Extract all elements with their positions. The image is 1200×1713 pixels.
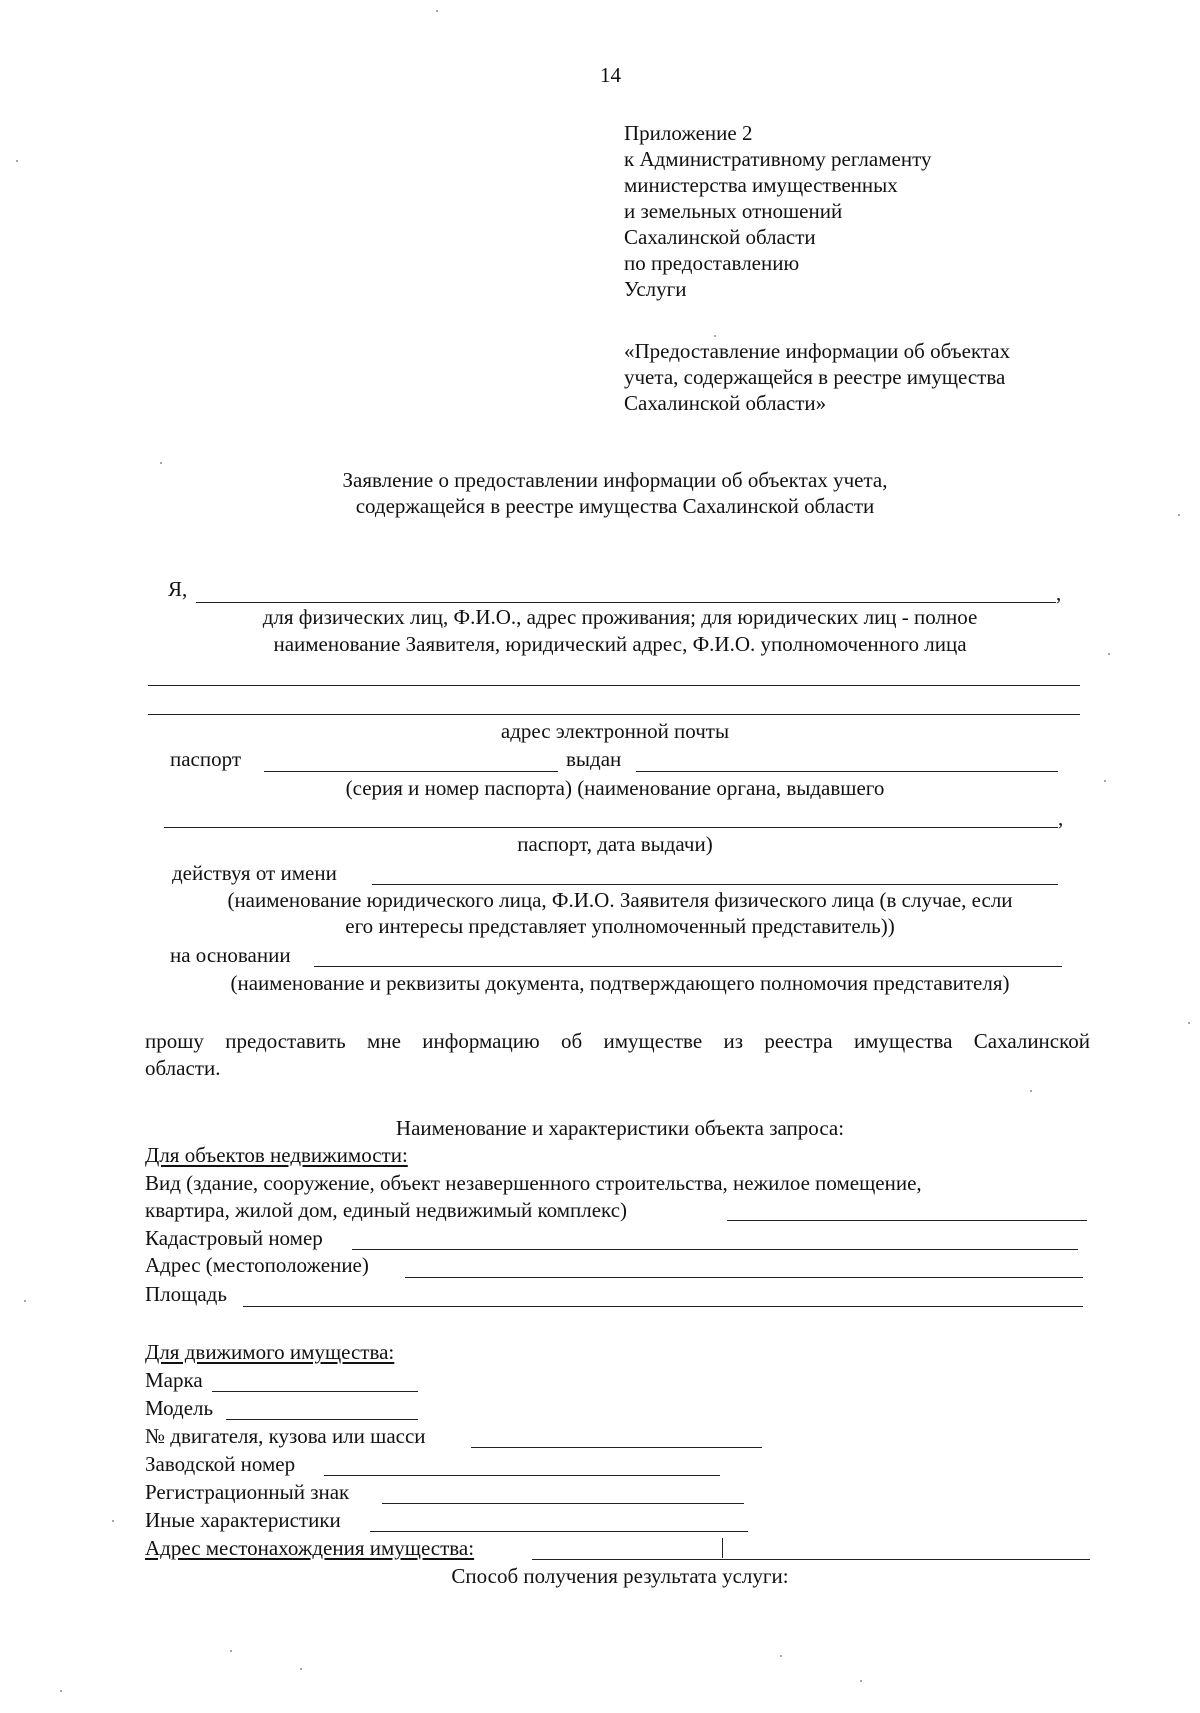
kind-field-line[interactable] xyxy=(727,1220,1087,1221)
area-field-line[interactable] xyxy=(243,1306,1083,1307)
applicant-hint-line: наименование Заявителя, юридический адрес, Ф.И.О. уполномоченного лица xyxy=(273,632,967,656)
location-label: Адрес местонахождения имущества: xyxy=(145,1536,475,1560)
brand-field-line[interactable] xyxy=(212,1391,418,1392)
factory-label: Заводской номер xyxy=(145,1452,296,1476)
ya-label: Я, xyxy=(168,577,188,601)
request-text-line: прошу предоставить мне информацию об имуществе из реестра имущества Сахалинской xyxy=(145,1029,1090,1053)
document-title-line: Заявление о предоставлении информации об объектах учета, xyxy=(342,468,888,492)
result-method-heading: Способ получения результата услуги: xyxy=(451,1564,789,1588)
kind-label-line-1: Вид (здание, сооружение, объект незавершенного строительства, нежилое помещение, xyxy=(145,1171,922,1195)
other-field-line[interactable] xyxy=(370,1531,748,1532)
appendix-line: к Административному регламенту xyxy=(624,147,932,171)
passport-comma: , xyxy=(1058,806,1064,830)
basis-line[interactable] xyxy=(314,966,1062,967)
applicant-extra-line-2[interactable] xyxy=(148,714,1080,715)
basis-hint: (наименование и реквизиты документа, подтверждающего полномочия представителя) xyxy=(230,971,1010,995)
acting-label: действуя от имени xyxy=(172,861,337,885)
service-name-line: учета, содержащейся в реестре имущества xyxy=(624,365,1006,389)
request-text-line: области. xyxy=(145,1056,221,1080)
reg-sign-field-line[interactable] xyxy=(382,1503,744,1504)
location-field-line[interactable] xyxy=(532,1559,1090,1560)
email-label: адрес электронной почты xyxy=(500,719,730,743)
appendix-line: министерства имущественных xyxy=(624,173,898,197)
appendix-line: и земельных отношений xyxy=(624,199,843,223)
passport-issuer-line-2[interactable] xyxy=(164,827,1058,828)
passport-hint-2: паспорт, дата выдачи) xyxy=(517,832,713,856)
passport-issuer-line[interactable] xyxy=(636,771,1058,772)
acting-hint-line: его интересы представляет уполномоченный представитель)) xyxy=(345,914,895,938)
brand-label: Марка xyxy=(145,1368,203,1392)
appendix-line: Сахалинской области xyxy=(624,225,816,249)
basis-label: на основании xyxy=(170,943,291,967)
acting-on-behalf-line[interactable] xyxy=(372,884,1058,885)
applicant-hint-line: для физических лиц, Ф.И.О., адрес проживания; для юридических лиц - полное xyxy=(262,605,978,629)
service-name-line: «Предоставление информации об объектах xyxy=(624,339,1011,363)
passport-number-line[interactable] xyxy=(264,771,558,772)
ya-comma: , xyxy=(1056,581,1062,605)
applicant-name-line[interactable] xyxy=(196,602,1056,603)
page-number: 14 xyxy=(600,63,621,87)
acting-hint-line: (наименование юридического лица, Ф.И.О. Заявителя физического лица (в случае, если xyxy=(227,888,1013,912)
address-field-line[interactable] xyxy=(405,1277,1083,1278)
model-field-line[interactable] xyxy=(226,1419,418,1420)
reg-sign-label: Регистрационный знак xyxy=(145,1480,350,1504)
realty-heading: Для объектов недвижимости: xyxy=(145,1143,408,1167)
area-label: Площадь xyxy=(145,1282,227,1306)
address-label: Адрес (местоположение) xyxy=(145,1253,369,1277)
document-title-line: содержащейся в реестре имущества Сахалинской области xyxy=(355,494,875,518)
cadastral-field-line[interactable] xyxy=(352,1249,1078,1250)
appendix-line: Приложение 2 xyxy=(624,121,753,145)
appendix-line: по предоставлению xyxy=(624,251,800,275)
appendix-line: Услуги xyxy=(624,277,687,301)
issued-label: выдан xyxy=(566,747,622,771)
model-label: Модель xyxy=(145,1396,214,1420)
service-name-line: Сахалинской области» xyxy=(624,391,827,415)
engine-field-line[interactable] xyxy=(471,1447,762,1448)
movable-heading: Для движимого имущества: xyxy=(145,1340,395,1364)
cadastral-label: Кадастровый номер xyxy=(145,1226,323,1250)
kind-label-line-2: квартира, жилой дом, единый недвижимый комплекс) xyxy=(145,1198,628,1222)
other-label: Иные характеристики xyxy=(145,1508,341,1532)
applicant-extra-line-1[interactable] xyxy=(148,685,1080,686)
engine-label: № двигателя, кузова или шасси xyxy=(145,1424,426,1448)
object-section-heading: Наименование и характеристики объекта запроса: xyxy=(395,1116,845,1140)
factory-field-line[interactable] xyxy=(324,1475,720,1476)
text-cursor-mark xyxy=(722,1538,723,1558)
passport-label: паспорт xyxy=(170,747,242,771)
passport-hint: (серия и номер паспорта) (наименование органа, выдавшего xyxy=(345,776,885,800)
